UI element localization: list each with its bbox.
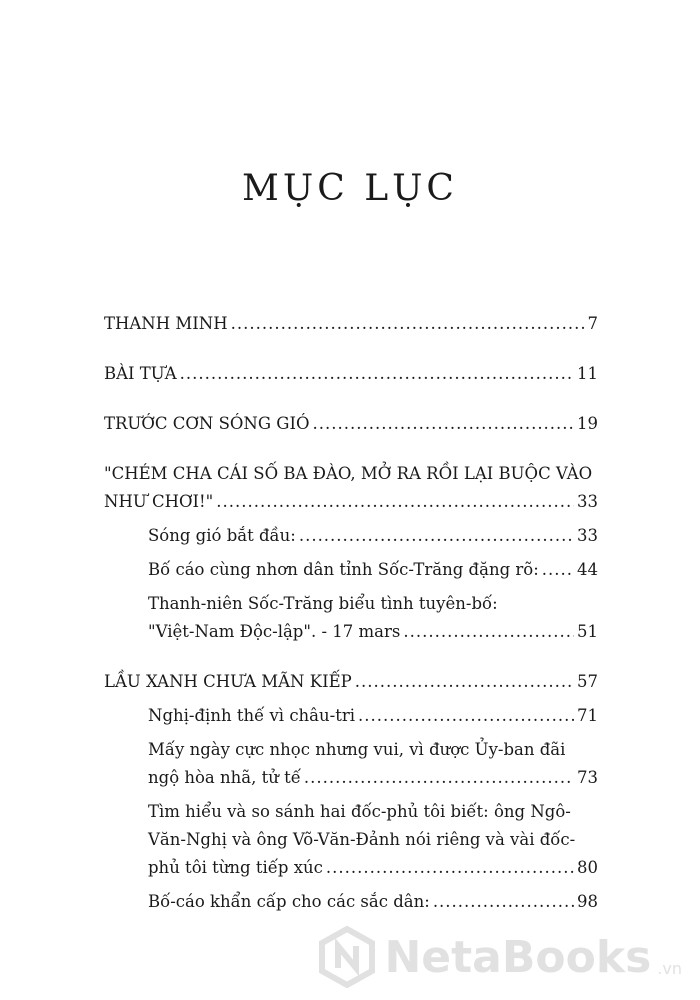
toc-leader-dots xyxy=(231,310,585,338)
toc-page-number: 44 xyxy=(577,560,598,579)
toc-entry xyxy=(148,702,598,730)
toc-entry-line: Tìm hiểu và so sánh hai đốc-phủ tôi biết: ông Ngô- xyxy=(148,802,571,821)
toc-page-number: 33 xyxy=(577,492,598,511)
toc-page-number: 7 xyxy=(587,314,598,333)
toc-entry xyxy=(148,798,598,882)
watermark-brand: NetaBooks xyxy=(384,931,652,983)
toc-page-number: 33 xyxy=(577,526,598,545)
toc-leader-dots xyxy=(299,522,574,550)
toc-entry-line: Văn-Nghị và ông Võ-Văn-Đảnh nói riêng và vài đốc- xyxy=(148,830,576,849)
toc-entry xyxy=(148,590,598,646)
toc-leader-dots xyxy=(358,702,574,730)
toc-page-number: 19 xyxy=(577,414,598,433)
toc-page-number: 71 xyxy=(577,706,598,725)
toc-entry-title: Bố-cáo khẩn cấp cho các sắc dân: xyxy=(148,892,430,911)
toc-page-number: 51 xyxy=(577,622,598,641)
toc-entry-title: Bố cáo cùng nhơn dân tỉnh Sốc-Trăng đặng rõ: xyxy=(148,560,539,579)
toc-page-number: 11 xyxy=(577,364,598,383)
toc-leader-dots xyxy=(216,488,574,516)
toc-leader-dots xyxy=(326,854,574,882)
toc-entry xyxy=(148,556,598,584)
toc-entry xyxy=(104,668,598,696)
toc-leader-dots xyxy=(433,888,574,916)
toc-entry-title: BÀI TỰA xyxy=(104,364,177,383)
page-title: MỤC LỤC xyxy=(242,168,458,209)
hexagon-n-logo-icon xyxy=(316,926,378,988)
toc-entry-title: Sóng gió bắt đầu: xyxy=(148,526,296,545)
toc-entry-title: Nghị-định thế vì châu-tri xyxy=(148,706,356,725)
toc-entry-title: "Việt-Nam Độc-lập". - 17 mars xyxy=(148,622,401,641)
toc-entry-line: Thanh-niên Sốc-Trăng biểu tình tuyên-bố: xyxy=(148,594,498,613)
toc-entry-title: NHƯ CHƠI!" xyxy=(104,492,214,511)
toc-entry xyxy=(104,410,598,438)
toc-entry xyxy=(104,310,598,338)
toc-entry-line: Mấy ngày cực nhọc nhưng vui, vì được Ủy-ban đãi xyxy=(148,740,566,759)
toc-entry-line: "CHÉM CHA CÁI SỐ BA ĐÀO, MỞ RA RỒI LẠI BUỘC VÀO xyxy=(104,464,593,483)
toc-entry xyxy=(148,888,598,916)
toc-entry-title: LẦU XANH CHƯA MÃN KIẾP xyxy=(104,672,352,691)
toc-leader-dots xyxy=(304,764,574,792)
toc-entry-title: TRƯỚC CƠN SÓNG GIÓ xyxy=(104,414,310,433)
toc-leader-dots xyxy=(542,556,574,584)
watermark-suffix: .vn xyxy=(657,959,682,978)
toc-leader-dots xyxy=(180,360,574,388)
toc-page-number: 80 xyxy=(577,858,598,877)
toc-page-number: 73 xyxy=(577,768,598,787)
toc-leader-dots xyxy=(355,668,574,696)
toc-page-number: 98 xyxy=(577,892,598,911)
table-of-contents xyxy=(104,310,598,916)
watermark xyxy=(316,926,682,988)
toc-entry xyxy=(104,360,598,388)
toc-entry xyxy=(148,736,598,792)
toc-leader-dots xyxy=(403,618,574,646)
toc-page-number: 57 xyxy=(577,672,598,691)
toc-entry xyxy=(104,460,598,516)
toc-entry-title: ngộ hòa nhã, tử tế xyxy=(148,768,301,787)
toc-entry-title: phủ tôi từng tiếp xúc xyxy=(148,858,323,877)
toc-leader-dots xyxy=(313,410,575,438)
toc-entry-title: THANH MINH xyxy=(104,314,228,333)
toc-entry xyxy=(148,522,598,550)
